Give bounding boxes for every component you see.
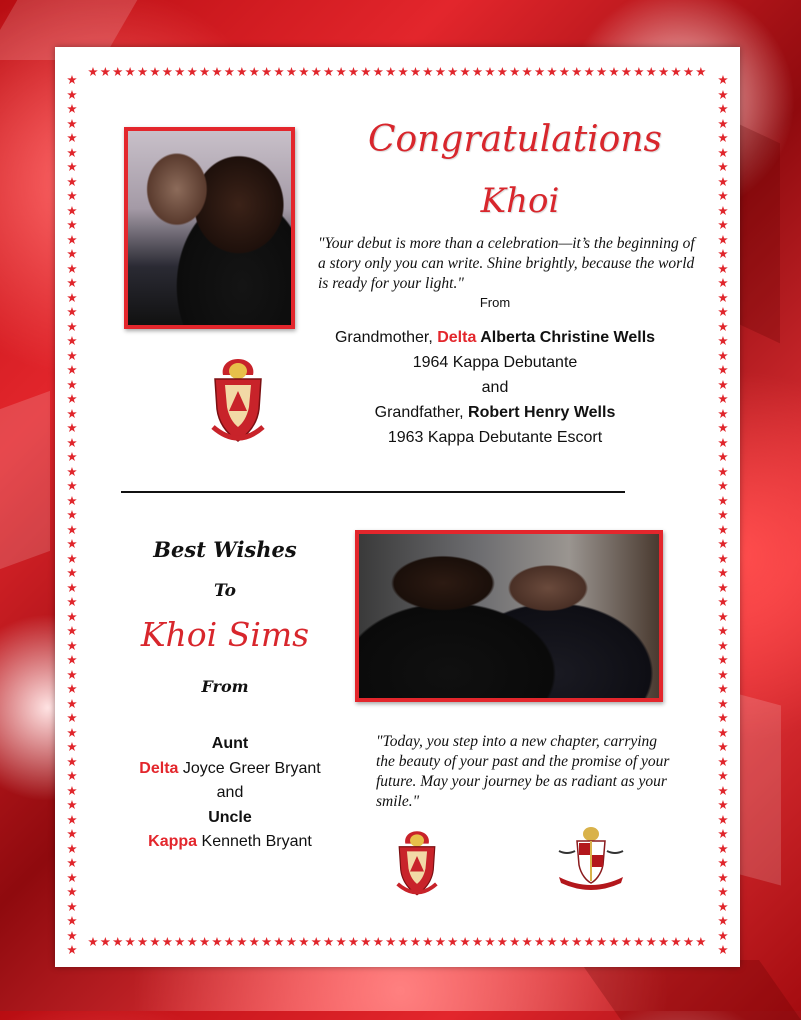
kappa-label: Kappa xyxy=(148,833,198,850)
to-label: To xyxy=(213,581,237,601)
aunt-line: Delta Joyce Greer Bryant xyxy=(139,759,321,777)
debut-quote: "Your debut is more than a celebration—it’s the beginning of a story only you can write. Shine brightly, because the world is ready for your light." xyxy=(318,235,695,292)
aunt-uncle-photo xyxy=(355,530,663,702)
aunt-uncle-signature xyxy=(125,732,335,855)
star-border-top: ★★★★★★★★★★★★★★★★★★★★★★★★★★★★★★★★★★★★★★★★★★★★★★★★★★ xyxy=(87,64,708,79)
delta-sigma-theta-crest-icon xyxy=(393,829,441,897)
grandfather-line: Grandfather, Robert Henry Wells xyxy=(374,404,616,421)
grandparents-signature xyxy=(315,325,675,450)
new-chapter-quote: "Today, you step into a new chapter, carrying the beauty of your past and the promise of your future. May your journey be as radiant as your smile." xyxy=(376,733,670,810)
and-text-2: and xyxy=(216,784,244,801)
delta-label: Delta xyxy=(437,329,477,346)
grandparents-photo xyxy=(124,127,295,329)
congratulations-title: Congratulations xyxy=(367,119,663,160)
star-border-bottom: ★★★★★★★★★★★★★★★★★★★★★★★★★★★★★★★★★★★★★★★★★★★★★★★★★★ xyxy=(87,934,708,949)
honoree-full-name: Khoi Sims xyxy=(140,615,310,654)
grandmother-line: Grandmother, Delta Alberta Christine Wells xyxy=(334,329,656,346)
star-border-right: ★ ★ ★ ★ ★ ★ ★ ★ ★ ★ ★ ★ ★ ★ ★ ★ ★ ★ ★ ★ ★ ★ ★ ★ ★ ★ ★ ★ ★ ★ ★ ★ ★ ★ ★ ★ ★ ★ ★ ★ ★ ★ ★ ★ ★ ★ ★ ★ ★ ★ ★ ★ ★ ★ ★ ★ ★ ★ ★ ★ ★ xyxy=(717,72,729,957)
background-facet xyxy=(579,960,801,1020)
from-label: From xyxy=(479,295,511,310)
star-border-left: ★ ★ ★ ★ ★ ★ ★ ★ ★ ★ ★ ★ ★ ★ ★ ★ ★ ★ ★ ★ ★ ★ ★ ★ ★ ★ ★ ★ ★ ★ ★ ★ ★ ★ ★ ★ ★ ★ ★ ★ ★ ★ ★ ★ ★ ★ ★ ★ ★ ★ ★ ★ ★ ★ ★ ★ ★ ★ ★ ★ ★ xyxy=(66,72,78,957)
kappa-alpha-psi-crest-icon xyxy=(555,825,627,889)
and-text: and xyxy=(481,379,509,396)
aunt-label: Aunt xyxy=(211,735,249,752)
debutante-year: 1964 Kappa Debutante xyxy=(412,354,578,371)
background-facet xyxy=(0,391,50,569)
delta-label-2: Delta xyxy=(139,759,179,777)
section-divider xyxy=(121,491,625,493)
delta-sigma-theta-crest-icon xyxy=(207,357,269,443)
honoree-name: Khoi xyxy=(480,181,560,221)
greeting-card xyxy=(55,47,740,967)
escort-year: 1963 Kappa Debutante Escort xyxy=(387,429,603,446)
background-facet xyxy=(740,695,781,886)
best-wishes-title: Best Wishes xyxy=(153,537,297,562)
uncle-line: Kappa Kenneth Bryant xyxy=(148,833,312,850)
uncle-label: Uncle xyxy=(208,808,252,826)
from-label-2: From xyxy=(201,677,249,696)
